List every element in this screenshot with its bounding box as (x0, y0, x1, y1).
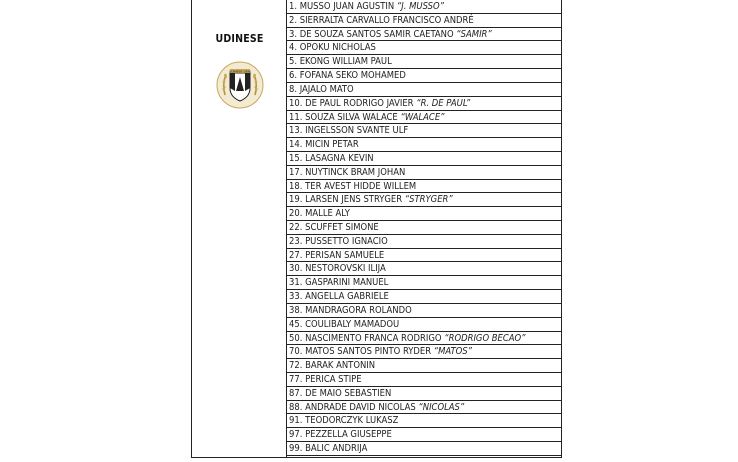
player-row (287, 345, 561, 359)
player-name: 15. LASAGNA KEVIN (289, 152, 374, 164)
player-row (287, 28, 561, 42)
player-row (287, 124, 561, 138)
player-row (287, 290, 561, 304)
player-name: 20. MALLE ALY (289, 208, 350, 220)
player-nickname: “SAMIR” (456, 28, 492, 40)
player-name: 22. SCUFFET SIMONE (289, 222, 379, 233)
player-row (287, 55, 561, 69)
player-row (287, 152, 561, 166)
player-nickname: “WALACE” (400, 111, 445, 123)
player-nickname: “RODRIGO BECAO” (444, 332, 526, 344)
player-row (287, 193, 561, 207)
player-row (287, 249, 561, 263)
player-name: 50. NASCIMENTO FRANCA RODRIGO (289, 332, 442, 344)
player-name: 30. NESTOROVSKI ILIJA (289, 263, 386, 275)
player-row (287, 138, 561, 152)
player-row (287, 221, 561, 235)
player-nickname: “STRYGER” (404, 194, 453, 206)
player-row (287, 235, 561, 249)
player-name: 38. MANDRAGORA ROLANDO (289, 304, 412, 316)
player-name: 70. MATOS SANTOS PINTO RYDER (289, 346, 432, 358)
player-row (287, 387, 561, 401)
player-row (287, 14, 561, 28)
player-row (287, 97, 561, 111)
player-row (287, 304, 561, 318)
player-name: 88. ANDRADE DAVID NICOLAS (289, 401, 416, 413)
player-row (287, 401, 561, 415)
player-name: 45. COULIBALY MAMADOU (289, 318, 400, 330)
player-row (287, 373, 561, 387)
player-name: 91. TEODORCZYK LUKASZ (289, 415, 399, 427)
player-name: 31. GASPARINI MANUEL (289, 277, 389, 289)
player-row (287, 0, 561, 14)
player-row (287, 166, 561, 180)
player-name: 77. PERICA STIPE (289, 373, 362, 385)
player-name: 10. DE PAUL RODRIGO JAVIER (289, 97, 414, 109)
player-nickname: “NICOLAS” (418, 401, 465, 413)
player-name: 17. NUYTINCK BRAM JOHAN (289, 166, 406, 178)
players-list (287, 0, 561, 456)
player-name: 87. DE MAIO SEBASTIEN (289, 387, 392, 399)
player-name: 13. INGELSSON SVANTE ULF (289, 125, 409, 137)
player-nickname: “J. MUSSO” (396, 1, 444, 12)
player-row (287, 83, 561, 97)
udinese-crest-logo (216, 61, 264, 109)
player-name: 19. LARSEN JENS STRYGER (289, 194, 403, 206)
team-column (192, 0, 287, 457)
player-name: 5. EKONG WILLIAM PAUL (289, 56, 392, 68)
player-row (287, 332, 561, 346)
player-row (287, 428, 561, 442)
player-name: 6. FOFANA SEKO MOHAMED (289, 70, 406, 82)
player-row (287, 276, 561, 290)
player-nickname: “MATOS” (433, 346, 473, 358)
crest-label: UDINESE 1896 (229, 69, 251, 74)
player-name: 18. TER AVEST HIDDE WILLEM (289, 180, 417, 192)
team-name: UDINESE (215, 33, 264, 45)
player-row (287, 41, 561, 55)
player-name: 33. ANGELLA GABRIELE (289, 291, 389, 303)
player-row (287, 180, 561, 194)
player-row (287, 69, 561, 83)
player-row (287, 359, 561, 373)
player-nickname: “R. DE PAUL” (416, 97, 471, 109)
player-name: 4. OPOKU NICHOLAS (289, 42, 376, 54)
player-row (287, 414, 561, 428)
player-name: 97. PEZZELLA GIUSEPPE (289, 429, 392, 441)
player-name: 8. JAJALO MATO (289, 83, 354, 95)
player-row (287, 442, 561, 456)
player-name: 72. BARAK ANTONIN (289, 360, 376, 372)
player-name: 23. PUSSETTO IGNACIO (289, 235, 388, 247)
player-row (287, 262, 561, 276)
player-name: 14. MICIN PETAR (289, 139, 359, 151)
player-name: 1. MUSSO JUAN AGUSTIN (289, 1, 395, 12)
player-row (287, 207, 561, 221)
player-name: 99. BALIC ANDRIJA (289, 443, 368, 454)
player-name: 11. SOUZA SILVA WALACE (289, 111, 398, 123)
player-row (287, 318, 561, 332)
player-name: 3. DE SOUZA SANTOS SAMIR CAETANO (289, 28, 454, 40)
player-name: 2. SIERRALTA CARVALLO FRANCISCO ANDRÉ (289, 14, 474, 26)
roster-table (191, 0, 562, 458)
player-row (287, 111, 561, 125)
player-name: 27. PERISAN SAMUELE (289, 249, 385, 261)
